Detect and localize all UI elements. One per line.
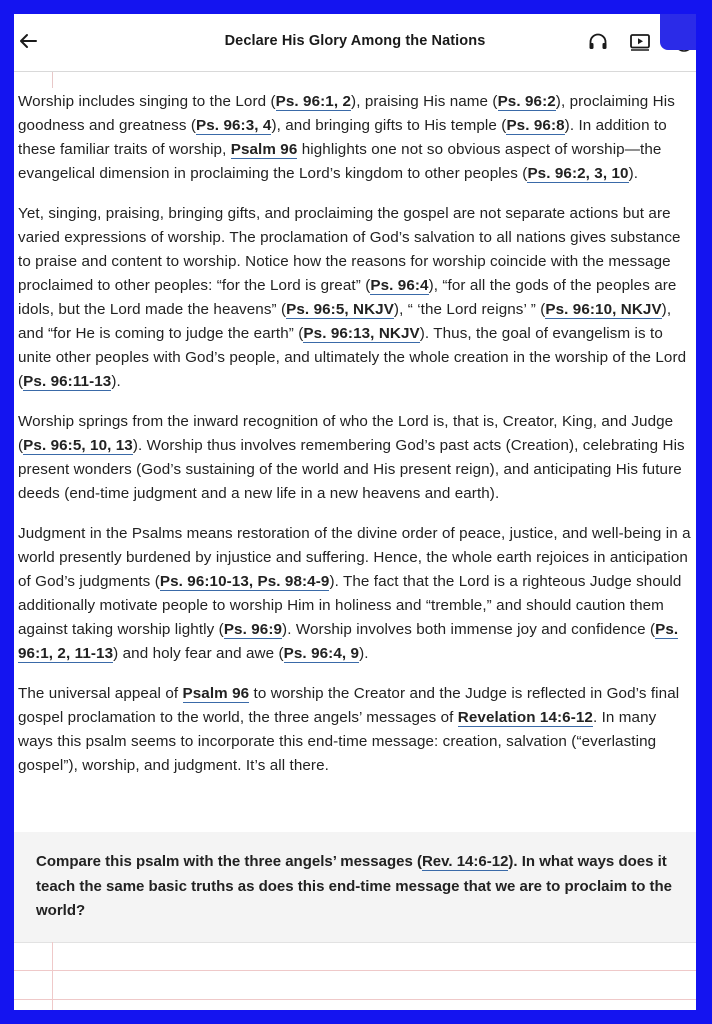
notebook-margin-line [52,72,53,88]
body-text: Judgment in the Psalms means restoration of the divine order of peace, justice, and well-being in a world presently burdened by injustice and suffering. Hence, the whole earth rejoices in anticipation of God’s judgments ( [18,525,691,590]
lesson-body [18,90,694,794]
body-text: ), and “for He is coming to judge the earth” ( [18,301,672,342]
body-text: ). In addition to these familiar traits of worship, [18,117,667,158]
body-text: ). Thus, the goal of evangelism is to unite other peoples with God’s people, and ultimately the whole creation in the worship of the Lord ( [18,325,687,390]
scripture-reference-link[interactable]: Ps. 96:10, NKJV [545,301,662,318]
scripture-reference-link[interactable]: Ps. 96:10-13, Ps. 98:4-9 [159,573,330,590]
body-text: ). The fact that the Lord is a righteous Judge should additionally motivate people to worship Him in holiness and “tremble,” and should caution them against taking worship lightly ( [18,573,682,638]
body-text: ), “ ‘the Lord reigns’ ” ( [393,301,546,318]
scripture-reference-link[interactable]: Ps. 96:8 [506,117,565,134]
top-bar [14,14,696,72]
body-text: ), and bringing gifts to His temple ( [271,117,507,134]
lesson-paragraph [18,682,694,778]
scripture-reference-link[interactable]: Ps. 96:3, 4 [196,117,272,134]
body-text: ) and holy fear and awe ( [113,645,284,662]
lesson-paragraph [18,410,694,506]
scripture-reference-link[interactable]: Revelation 14:6-12 [457,709,593,726]
scripture-reference-link[interactable]: Ps. 96:5, NKJV [286,301,394,318]
scripture-reference-link[interactable]: Ps. 96:2, 3, 10 [527,165,629,182]
body-text: ). In what ways does it teach the same basic truths as does this end-time message that we are to proclaim to the world? [36,853,673,919]
body-text: highlights one not so obvious aspect of worship—the evangelical dimension in proclaiming the Lord’s kingdom to other peoples ( [18,141,662,182]
lesson-paragraph [18,522,694,666]
scripture-reference-link[interactable]: Ps. 96:2 [497,93,556,110]
app-frame [14,14,696,1010]
scripture-reference-link[interactable]: Ps. 96:1, 2, 11-13 [18,621,679,662]
scripture-reference-link[interactable]: Ps. 96:5, 10, 13 [23,437,133,454]
notes-ruled-line [14,970,696,971]
scripture-reference-link[interactable]: Psalm 96 [182,685,250,702]
body-text: ), proclaiming His goodness and greatness ( [18,93,675,134]
body-text: . In many ways this psalm seems to incorporate this end-time message: creation, salvation (“everlasting gospel”), worship, and judgment. It’s all there. [18,709,657,774]
video-play-icon[interactable] [628,30,652,54]
lesson-paragraph [18,202,694,394]
body-text: ). Worship involves both immense joy and confidence ( [282,621,656,638]
page-title: Declare His Glory Among the Nations [224,33,486,49]
notes-margin-line [52,942,53,1010]
scripture-reference-link[interactable]: Ps. 96:1, 2 [275,93,352,110]
notes-area[interactable] [14,942,696,1010]
body-text: ), “for all the gods of the peoples are idols, but the Lord made the heavens” ( [18,277,677,318]
scripture-reference-link[interactable]: Ps. 96:11-13 [23,373,112,390]
scripture-reference-link[interactable]: Ps. 96:13, NKJV [303,325,420,342]
scripture-reference-link[interactable]: Rev. 14:6-12 [421,853,509,870]
body-text: ). [359,645,369,662]
body-text: ). [628,165,639,182]
headphones-icon[interactable] [586,30,610,54]
notes-ruled-line [14,999,696,1000]
body-text: Compare this psalm with the three angels’ messages ( [36,853,422,870]
body-text: to worship the Creator and the Judge is reflected in God’s final gospel proclamation to the world, the three angels’ messages of [18,685,680,726]
body-text: Worship springs from the inward recognition of who the Lord is, that is, Creator, King, and Judge ( [18,413,674,454]
body-text: ), praising His name ( [351,93,498,110]
body-text: Yet, singing, praising, bringing gifts, and proclaiming the gospel are not separate actions but are varied expressions of worship. The proclamation of God’s salvation to all nations gives substance to praise and content to worship. Notice how the reasons for worship coincide with the message proclaimed to other peoples: “for the Lord is great” ( [18,205,681,294]
window-corner [660,14,696,50]
scripture-reference-link[interactable]: Ps. 96:4, 9 [283,645,360,662]
lesson-paragraph [18,90,694,186]
scripture-reference-link[interactable]: Ps. 96:4 [370,277,429,294]
body-text: ). Worship thus involves remembering God’s past acts (Creation), celebrating His present wonders (God’s sustaining of the world and His present reign), and anticipating His future deeds (end-time judgment and a new life in a new heavens and earth). [18,437,685,502]
body-text: Worship includes singing to the Lord ( [18,93,276,110]
notes-divider [14,942,696,943]
discussion-question [14,832,696,942]
body-text: ). [111,373,121,390]
scripture-reference-link[interactable]: Ps. 96:9 [223,621,283,638]
scripture-reference-link[interactable]: Psalm 96 [230,141,298,158]
body-text: The universal appeal of [18,685,183,702]
